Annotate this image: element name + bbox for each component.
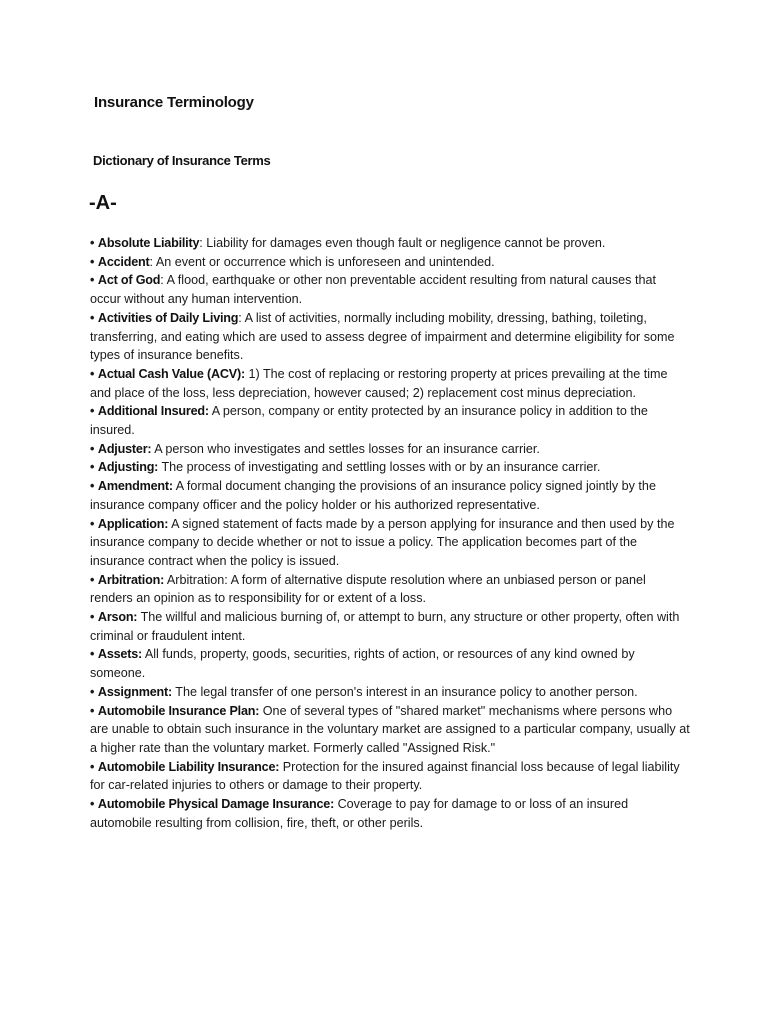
glossary-entry bbox=[90, 309, 690, 365]
glossary-entry bbox=[90, 365, 690, 402]
bullet: • bbox=[90, 310, 95, 325]
entry-definition: All funds, property, goods, securities, rights of action, or resources of any kind owned by someone. bbox=[90, 647, 635, 681]
glossary-entry bbox=[90, 402, 690, 439]
document-subtitle: Dictionary of Insurance Terms bbox=[93, 153, 271, 168]
bullet: • bbox=[90, 479, 95, 494]
bullet: • bbox=[90, 797, 95, 812]
entry-term: Arson: bbox=[97, 610, 138, 625]
bullet: • bbox=[90, 759, 95, 774]
glossary-list bbox=[90, 234, 690, 833]
entry-definition: The willful and malicious burning of, or attempt to burn, any structure or other property, often with criminal or fraudulent intent. bbox=[90, 610, 680, 643]
bullet: • bbox=[90, 703, 95, 718]
entry-definition: A list of activities, normally including mobility, dressing, bathing, toileting, transferring, and eating which are used to assess degree of impairment and determine eligibility for some types of insurance benefits. bbox=[90, 310, 675, 363]
entry-definition: 1) The cost of replacing or restoring property at prices prevailing at the time and place of the loss, less depreciation, however caused; 2) replacement cost minus depreciation. bbox=[90, 366, 668, 400]
entry-term: Act of God bbox=[97, 273, 161, 288]
entry-definition: Coverage to pay for damage to or loss of an insured automobile resulting from collision, fire, theft, or other perils. bbox=[90, 797, 629, 830]
glossary-entry bbox=[90, 234, 690, 253]
entry-separator: : bbox=[160, 273, 167, 288]
bullet: • bbox=[90, 441, 95, 456]
bullet: • bbox=[90, 460, 95, 475]
glossary-entry bbox=[90, 458, 690, 477]
entry-term: Arbitration: bbox=[97, 572, 165, 587]
entry-definition: Liability for damages even though fault or negligence cannot be proven. bbox=[206, 236, 606, 250]
glossary-entry bbox=[90, 645, 690, 682]
entry-separator: : bbox=[149, 254, 156, 269]
entry-definition: The process of investigating and settling losses with or by an insurance carrier. bbox=[161, 460, 601, 475]
entry-definition: A flood, earthquake or other non preventable accident resulting from natural causes that occur without any human intervention. bbox=[90, 273, 656, 307]
entry-definition: A person, company or entity protected by an insurance policy in addition to the insured. bbox=[90, 404, 648, 438]
entry-term: Amendment: bbox=[97, 479, 173, 494]
bullet: • bbox=[90, 572, 95, 587]
entry-definition: A signed statement of facts made by a person applying for insurance and then used by the insurance company to decide whether or not to issue a policy. The application becomes part of the insurance contract when the policy is issued. bbox=[90, 516, 675, 568]
bullet: • bbox=[90, 236, 95, 250]
entry-term: Adjusting: bbox=[97, 460, 159, 475]
document-title: Insurance Terminology bbox=[94, 94, 254, 111]
entry-term: Adjuster: bbox=[97, 441, 152, 456]
bullet: • bbox=[90, 366, 95, 381]
entry-term: Assignment: bbox=[97, 684, 172, 699]
entry-definition: One of several types of "shared market" mechanisms where persons who are unable to obtain such insurance in the voluntary market are assigned to a particular company, usually at a higher rate than the voluntary market. Formerly called "Assigned Risk." bbox=[90, 703, 690, 755]
glossary-entry bbox=[90, 608, 690, 645]
entry-term: Application: bbox=[97, 516, 169, 531]
glossary-entry bbox=[90, 477, 690, 514]
bullet: • bbox=[90, 647, 95, 662]
glossary-entry bbox=[90, 795, 690, 832]
entry-definition: A formal document changing the provisions of an insurance policy signed jointly by the insurance company officer and the policy holder or his authorized representative. bbox=[90, 479, 656, 512]
glossary-entry bbox=[90, 515, 690, 571]
glossary-entry bbox=[90, 758, 690, 795]
bullet: • bbox=[90, 254, 95, 269]
entry-term: Automobile Liability Insurance: bbox=[97, 759, 280, 774]
entry-separator: : bbox=[199, 236, 207, 250]
entry-definition: Protection for the insured against financial loss because of legal liability for car-related injuries to others or damage to their property. bbox=[90, 759, 680, 793]
bullet: • bbox=[90, 610, 95, 625]
entry-term: Accident bbox=[97, 254, 150, 269]
entry-term: Absolute Liability bbox=[97, 236, 200, 250]
entry-separator: : bbox=[238, 310, 245, 325]
entry-definition: A person who investigates and settles losses for an insurance carrier. bbox=[154, 441, 540, 456]
glossary-entry bbox=[90, 702, 690, 758]
glossary-entry bbox=[90, 440, 690, 459]
entry-definition: An event or occurrence which is unforeseen and unintended. bbox=[155, 254, 495, 269]
entry-term: Automobile Insurance Plan: bbox=[97, 703, 260, 718]
entry-term: Activities of Daily Living bbox=[97, 310, 239, 325]
glossary-entry bbox=[90, 683, 690, 702]
bullet: • bbox=[90, 516, 95, 531]
entry-term: Assets: bbox=[97, 647, 143, 662]
entry-definition: The legal transfer of one person's interest in an insurance policy to another person. bbox=[175, 684, 638, 699]
section-heading: -A- bbox=[89, 192, 117, 214]
bullet: • bbox=[90, 404, 95, 419]
bullet: • bbox=[90, 684, 95, 699]
glossary-entry bbox=[90, 271, 690, 308]
entry-definition: Arbitration: A form of alternative dispute resolution where an unbiased person or panel renders an opinion as to responsibility for or extent of a loss. bbox=[90, 572, 646, 606]
entry-term: Additional Insured: bbox=[97, 404, 209, 419]
entry-term: Automobile Physical Damage Insurance: bbox=[97, 797, 335, 812]
glossary-entry bbox=[90, 571, 690, 608]
entry-term: Actual Cash Value (ACV): bbox=[97, 366, 245, 381]
bullet: • bbox=[90, 273, 95, 288]
glossary-entry bbox=[90, 253, 690, 272]
